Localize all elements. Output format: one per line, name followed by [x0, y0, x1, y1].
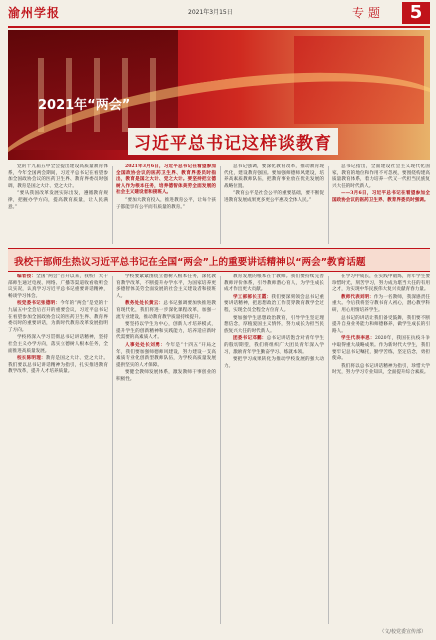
page-number: 5: [402, 2, 430, 24]
paragraph: [224, 274, 324, 294]
column-divider: [112, 166, 113, 244]
paragraph: “要从我国改革发展实际出发，遵循教育规律，把握办学方向，提高教育质量，让人民满意。”: [8, 191, 108, 210]
hero-banner: [8, 30, 430, 160]
top-article-col-1: [8, 164, 108, 246]
section-label: 专题: [352, 6, 385, 20]
paragraph-text: 今年是“十四五”开局之年，我们要加强师德师风建设，努力建设一支高素质专业化创新型教师队伍，为学校高质量发展提供坚实的人才保障。: [116, 342, 216, 368]
paragraph: [116, 322, 216, 342]
paragraph: 总书记指出，全面建设社会主义现代化国家，教育的地位和作用不可忽视，要围绕构建高质量教育体系，着力培养一代又一代担当民族复兴大任的时代新人。: [332, 164, 430, 189]
article-source: （文/校党委宣传部）: [379, 629, 426, 635]
masthead-rule: [8, 26, 430, 28]
paragraph-text: 教育是国之大计、党之大计。我们要以总书记讲话精神为指引，扎实推进教育教学改革，提升人才培养质量。: [8, 356, 108, 375]
bottom-article-col-1: [8, 274, 108, 626]
paragraph-text: 总书记强调要加快推进教育现代化，我们将进一步深化课程改革，加强一流专业建设，推动教育教学质量持续提升。: [116, 301, 216, 320]
speaker-label: 校长陈明理：: [17, 356, 46, 362]
paragraph: 2021年3月6日，习近平总书记在看望参加全国政协会议的医药卫生界、教育界委员时指出，教育是国之大计、党之大计。要坚持把立德树人作为根本任务，培养德智体美劳全面发展的社会主义建设者和接班人。: [116, 164, 216, 196]
speaker-label: 教师代表刘明：: [341, 294, 374, 300]
speaker-label: 团委书记邓鹏：: [233, 336, 267, 342]
column-divider: [220, 276, 221, 624]
paragraph-text: 全国“两会”召开以来，我校广大干部师生通过电视、网络、广播等渠道收看收听会议实况，认真学习习近平总书记重要讲话精神，畅谈学习体会。: [8, 274, 108, 299]
speaker-label: 人事处处长刘勇：: [125, 342, 166, 348]
paragraph: [8, 335, 108, 355]
paragraph: [332, 295, 430, 315]
paragraph: [332, 336, 430, 362]
speaker-label: 校党委书记张德明：: [17, 301, 61, 307]
newspaper-logo: 渝州学报: [8, 6, 61, 20]
masthead: [0, 0, 436, 24]
paragraph: 党的十九届五中全会提出建设高质量教育体系，今年全国两会期间，习近平总书记在看望参加全国政协会议的医药卫生界、教育界委员时强调，教育是国之大计、党之大计。: [8, 164, 108, 189]
secondary-headline: 我校干部师生热议习近平总书记在全国“两会”上的重要讲话精神以“两会”教育话题: [14, 257, 366, 268]
paragraph: [224, 336, 324, 356]
paragraph: [116, 301, 216, 321]
top-article-col-4: [332, 164, 430, 246]
paragraph-text: 要把学习成果转化为推动学校发展的强大动力。: [224, 357, 324, 369]
paragraph-text: 要坚持以学生为中心，创新人才培养模式，提升学生的创新精神和实践能力，培养适应新时代需要的高素质人才。: [116, 322, 216, 341]
top-article-col-3: [224, 164, 324, 246]
paragraph-text: 作为一名教师，我深感责任重大。今后我将坚守教书育人初心，潜心教学科研，用心用情培养学生。: [332, 294, 430, 313]
bottom-article-col-4: [332, 274, 430, 626]
bottom-article-col-3: [224, 274, 324, 626]
top-article-col-2: [116, 164, 216, 246]
paragraph: [332, 316, 430, 336]
paragraph: 总书记强调，要深化教育改革，推动教育现代化，建设教育强国。要加强师德师风建设，培养高素质教师队伍，把教育事业放在优先发展的战略位置。: [224, 164, 324, 189]
paragraph-text: 今年的“两会”是党的十九届五中全会后召开的重要会议，习近平总书记在看望参加全国政协会议的医药卫生界、教育界委员时的重要讲话，为新时代教育改革发展指明了方向。: [8, 301, 108, 333]
paragraph-text: 总书记讲话饱含对青年学生的殷切期望，我们将组织广大团员青年深入学习，激励青年学生勤奋学习、练就本领。: [224, 336, 324, 355]
paragraph-text: 在学习中成长，在实践中锻炼，青年学生要珍惜时光，刻苦学习，努力成为堪当大任的有用之才，为实现中华民族伟大复兴贡献青春力量。: [332, 274, 430, 293]
secondary-headline-banner: [8, 248, 430, 272]
hero-year-label: 2021年“两会”: [38, 98, 131, 113]
paragraph: “教育公平是社会公平的重要基础，要不断促进教育发展成果更多更公平惠及全体人民。”: [224, 191, 324, 203]
paragraph-text: 2020年，我国在抗疫斗争中取得重大战略成果。作为新时代大学生，我们要牢记总书记嘱托，勤学苦练，坚定信念，勇担使命。: [332, 336, 430, 362]
paragraph-text: 我们将以总书记讲话精神为指引，珍惜大学时光，努力学习专业知识，全面提升综合素质。: [332, 363, 430, 376]
column-divider: [328, 166, 329, 244]
paragraph: [224, 316, 324, 336]
paragraph-text: 总书记的讲话让我们备受鼓舞，我们要不断提升自身业务能力和师德修养，做学生成长的引路人。: [332, 315, 430, 334]
paragraph: [8, 274, 108, 300]
issue-date: 2021年3月15日: [188, 9, 233, 16]
bottom-article-col-2: [116, 274, 216, 626]
paragraph-text: 教育发展的根本在于教师。我们要持续完善教师评价体系，引导教师潜心育人，为学生成长成才作出更大贡献。: [224, 274, 324, 293]
paragraph: [332, 274, 430, 294]
paragraph: [224, 295, 324, 315]
paragraph: [332, 364, 430, 377]
paragraph: “要加大教育投入，推进教育公平，让每个孩子都能享有公平而有质量的教育。”: [116, 197, 216, 210]
paragraph: [116, 343, 216, 369]
paragraph: [224, 357, 324, 370]
paragraph: [116, 370, 216, 383]
speaker-label: 教务处处长黄云：: [125, 301, 164, 307]
paragraph-text: 学校将深入学习贯彻总书记讲话精神，坚持社会主义办学方向，落实立德树人根本任务，全面推进高质量发展。: [8, 335, 108, 354]
column-divider: [328, 276, 329, 624]
paragraph: ——3月6日，习近平总书记在看望参加全国政协会议的医药卫生界、教育界委员时强调。: [332, 191, 430, 203]
paragraph: [8, 301, 108, 334]
paragraph: [116, 274, 216, 300]
column-divider: [220, 166, 221, 244]
speaker-label: 学生代表李思：: [341, 336, 375, 342]
speaker-label: 学工部部长王霞：: [233, 294, 272, 300]
paragraph: [8, 356, 108, 376]
paragraph-text: 要加强学生思想政治教育，引导学生坚定理想信念，厚植爱国主义情怀，努力成长为担当民族复兴大任的时代新人。: [224, 315, 324, 334]
paragraph-text: 学校要紧紧围绕立德树人根本任务，深化教育教学改革，不断提升办学水平，为国家培养更多德智体美劳全面发展的社会主义建设者和接班人。: [116, 274, 216, 299]
speaker-label: 编者按：: [17, 274, 37, 279]
paragraph-text: 要健全教师发展体系，激发教师干事创业的积极性。: [116, 370, 216, 382]
column-divider: [112, 276, 113, 624]
hero-title: 习近平总书记这样谈教育: [128, 128, 338, 155]
paragraph-text: 我们要深刻领会总书记重要讲话精神，把思想政治工作贯穿教育教学全过程，实现全员全程全方位育人。: [224, 294, 324, 313]
